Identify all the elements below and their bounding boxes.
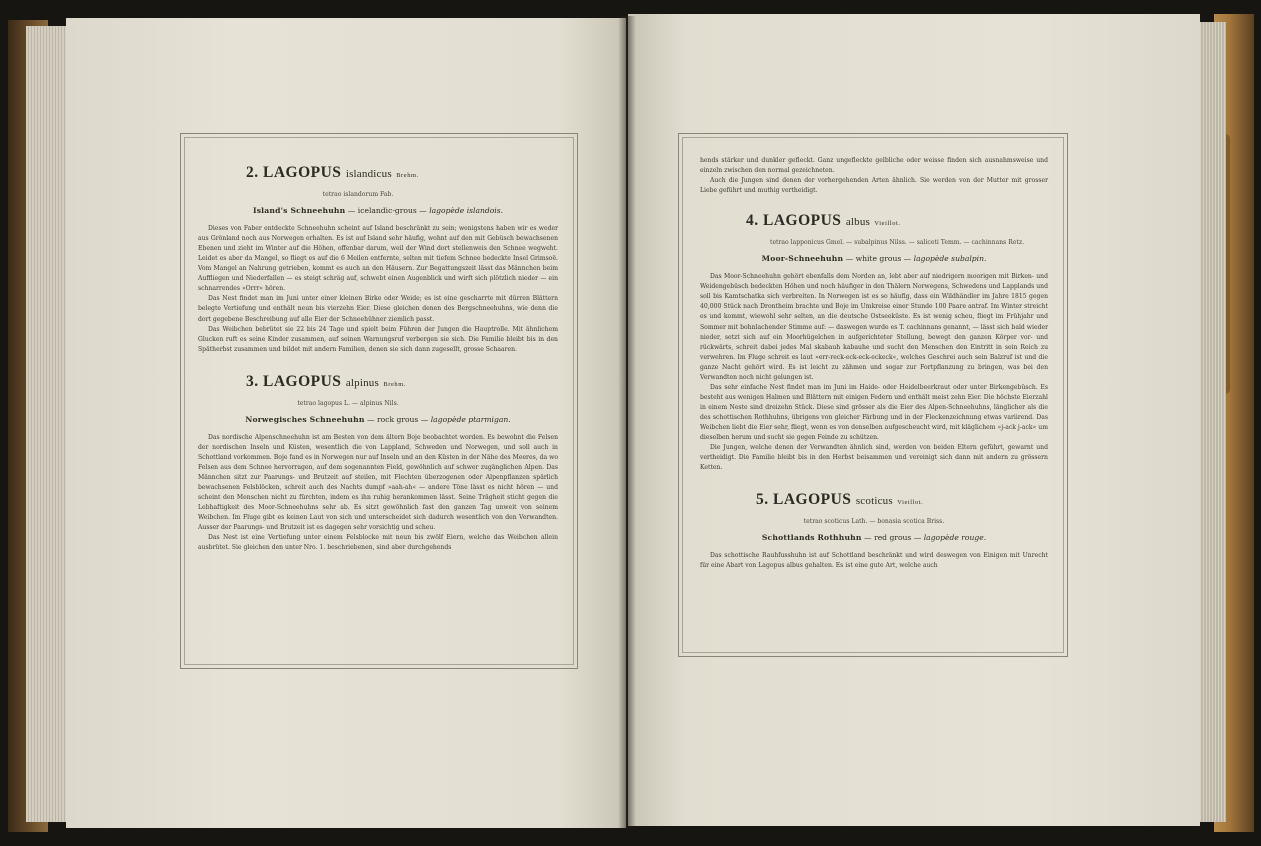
right-text-column [700,142,1048,571]
heading-number: 2. [246,164,259,181]
synonyms: tetrao islandorum Fab. [322,191,394,198]
synonyms: tetrao lagopus L. — alpinus Nils. [297,399,399,407]
english-name: white grous [855,254,902,264]
common-names: Schottlands Rothhuhn — red grous — lagopède rouge. [761,533,987,543]
section-heading [700,491,1048,512]
paragraph: hends stärker und dunkler gefleckt. Ganz ungefleckte gelbliche oder weisse finden sich ausnahmsweise und einzeln zwischen den normal gezeichneten. [700,157,1048,175]
heading-author: Brehm. [396,172,419,179]
paragraph: Das schottische Rauhfusshuhn ist auf Schottland beschränkt und wird deswegen von Einigen mit Unrecht für eine Abart von Lagopus albus gehalten. Es ist eine gute Art, welche auch [700,552,1048,570]
heading-number: 5. [756,491,769,509]
heading-author: Brehm. [383,380,406,388]
paragraph: Das Nest findet man im Juni unter einer kleinen Birke oder Weide; es ist eine gescharrte mit dürren Blättern belegte Vertiefung und enthält neun bis vierzehn Eier. Diese gleichen denen des Bergschneehuhns, wie denn die dort gegebene Beschreibung auf alle Eier der Schneehühner ziemlich passt. [198,295,558,323]
heading-genus: LAGOPUS [763,212,842,230]
german-name: Schottlands Rothhuhn [761,533,862,543]
paragraph: Auch die Jungen sind denen der vorhergehenden Arten ähnlich. Sie werden von der Mutter mit grosser Liebe geführt und muthig vertheidigt. [700,177,1048,195]
synonyms: tetrao scoticus Lath. — bonasia scotica Briss. [803,518,945,526]
french-name: lagopède rouge. [923,533,987,543]
french-name: lagopède ptarmigan. [430,414,511,424]
german-name: Island's Schneehuhn [252,206,346,216]
english-name: red grous [874,533,912,543]
common-names: Island's Schneehuhn — icelandic-grous — lagopède islandois. [252,206,504,216]
paragraph: Das Moor-Schneehuhn gehört ebenfalls dem Norden an, lebt aber auf niedrigern moorigen mit Birken- und Weidengebüsch bedeckten Höhen und noch häufiger in den Thälern Norwegens, Schwedens und Lapplands und soll bis Kamtschatka sich verbreiten. In Norwegen ist es so häufig, dass ein Wildhändler im Jahre 1815 gegen 40,000 Stück nach Drontheim brachte und Boje im Umkreise einer Stunde 100 Paare antraf. Im Winter streicht es und kommt, wiewohl sehr selten, an die deutsche Ostseeküste. Es ist wenig scheu, fliegt im Frühjahr und Sommer mit bohnlachender Stimme auf: — daswegen wurde es T. cachinnans genannt, — lässt sich bald wieder nieder, setzt sich auf ein Moorhügelchen in aufgerichteter Stellung, bewegt den ganzen Körper vor- und rückwärts, schreit dabei jedes Mal skabauh kabauhe und sucht den Menschen den Eintritt in sein Reich zu verwehren. Im Fluge schreit es laut »err-reck-eck-eck-eckeck«, welches Geschrei auch sein Balzruf ist und die ganze Nacht gehört wird. Es ist leicht zu zähmen und sogar zur Fortpflanzung zu bringen, was bei den Verwandten noch nicht gelungen ist. [700,273,1048,381]
heading-genus: LAGOPUS [263,372,342,390]
german-name: Moor-Schneehuhn [761,254,844,264]
english-name: rock grous [377,414,419,424]
section-heading [198,164,558,185]
synonyms: tetrao lapponicus Gmel. — subalpinus Nilss. — saliceti Temm. — cachinnans Retz. [770,239,1025,247]
english-name: icelandic-grous [357,206,417,216]
heading-author: Vieillot. [897,499,924,507]
paragraph: Das Nest ist eine Vertiefung unter einem Felsblocke mit neun bis zwölf Eiern, welche das Weibchen allein ausbrütet. Sie gleichen den unter Nro. 1. beschriebenen, sind aber durchgehends [198,534,558,552]
paragraph: Das Weibchen bebrütet sie 22 bis 24 Tage und spielt beim Führen der Jungen die Hauptrolle. Mit ähnlichem Glucken ruft es seine Kinder zusammen, auf seinen Warnungsruf verbergen sie sich. Die Familie bleibt bis in den Spätherbst zusammen und bildet mit andern Familien, denen sie sich dann zugesellt, grosse Schaaren. [198,325,558,353]
heading-genus: LAGOPUS [773,491,852,509]
section-heading [198,373,558,394]
german-name: Norwegisches Schneehuhn [245,414,365,424]
paragraph: Das sehr einfache Nest findet man im Juni im Haide- oder Heidelbeerkraut oder unter Birkengebüsch. Es besteht aus wenigen Halmen und Blättern mit einigen Federn und enthält meist zehn Eier. Die höchste Eierzahl in einem Neste sind dreizehn Stück. Diese sind grösser als die Eier des Alpen-Schneehuhns, länglicher als die des schottischen Rothhuhns, übrigens von gleicher Färbung und in der Fleckenzeichnung etwas variirend. Das Weibchen liebt die Eier sehr, fliegt, wenn es von denselben aufgescheucht wird, mit kläglichem »j-ack j-ack« um dieselben herum und sucht sie gegen Feinde zu schützen. [700,383,1048,442]
left-text-column [198,142,558,553]
heading-species: scoticus [855,495,893,508]
heading-species: alpinus [345,376,379,389]
paragraph: Das nordische Alpenschneehuhn ist am Besten von dem ältern Boje beobachtet worden. Es bewohnt die Felsen der nordischen Inseln und Küsten, wesentlich die von Lappland, Schweden und Norwegen, und soll auch in Schottland vorkommen. Boje fand es in Norwegen nur auf Inseln und an den Küsten in der Nähe des Meeres, da wo Felsen aus dem Schnee hervorragen, auf dem sogenannten Field, gewöhnlich auf schwer zugänglichen Alpen. Das Männchen sitzt zur Paarungs- und Brutzeit auf steilen, mit Flechten überzogenen oder Alpenpflanzen spärlich bewachsenen Felsblöcken, schreit auch des Nachts dumpf »aah-ah« — andere Töne lässt es nicht hören — und scheint den Menschen nicht zu fürchten, indem es ihn ruhig herankommen lässt. Seine Trägheit sticht gegen die Lebhaftigkeit des Moor-Schneehuhns sehr ab. Es sitzt gewöhnlich fast den ganzen Tag unweit von seinem Weibchen. Im Fluge gibt es keinen Laut von sich und unterscheidet sich dadurch wesentlich von den Verwandten. Ausser der Paarungs- und Brutzeit ist es dagegen sehr vorsichtig und scheu. [198,433,558,532]
heading-number: 4. [746,212,759,230]
heading-genus: LAGOPUS [263,164,342,181]
heading-species: albus [845,216,871,229]
section-heading [700,212,1048,233]
common-names: Moor-Schneehuhn — white grous — lagopède subalpin. [761,254,987,264]
common-names: Norwegisches Schneehuhn — rock grous — lagopède ptarmigan. [245,414,511,424]
french-name: lagopède islandois. [429,206,504,216]
heading-author: Vieillot. [874,220,901,228]
book-gutter [618,16,636,828]
heading-number: 3. [246,372,259,390]
french-name: lagopède subalpin. [913,254,987,264]
heading-species: islandicus [345,168,392,180]
paragraph: Dieses von Faber entdeckte Schneehuhn scheint auf Island beschränkt zu sein; wenigstens haben wir es weder aus Grönland noch aus Norwegen erhalten. Es ist auf Island sehr häufig, wohnt auf den mit Gebüsch bewachsenen Ebenen und zieht im Winter auf die Höhen, offenbar darum, weil der Wind dort stellenweis den Schnee wegweht. Leidet es aber da Mangel, so fliegt es auf die 6 Meilen entfernte, selten mit tiefem Schnee bedeckte Insel Grimsoë. Vom Mangel an Nahrung getrieben, kommt es auch an den Häusern. Zur Begattungszeit lässt das Männchen beim Auffliegen und Niederfallen — es steigt schräg auf, schwebt einen Augenblick und wirft sich plötzlich nieder — ein schnarrendes »Orrr« hören. [198,225,558,293]
paragraph: Die Jungen, welche denen der Verwandten ähnlich sind, werden von beiden Eltern geführt, gewarnt und vertheidigt. Die Familie bleibt bis in den Herbst beisammen und vereinigt sich dann mit andern zu grössern Ketten. [700,444,1048,472]
